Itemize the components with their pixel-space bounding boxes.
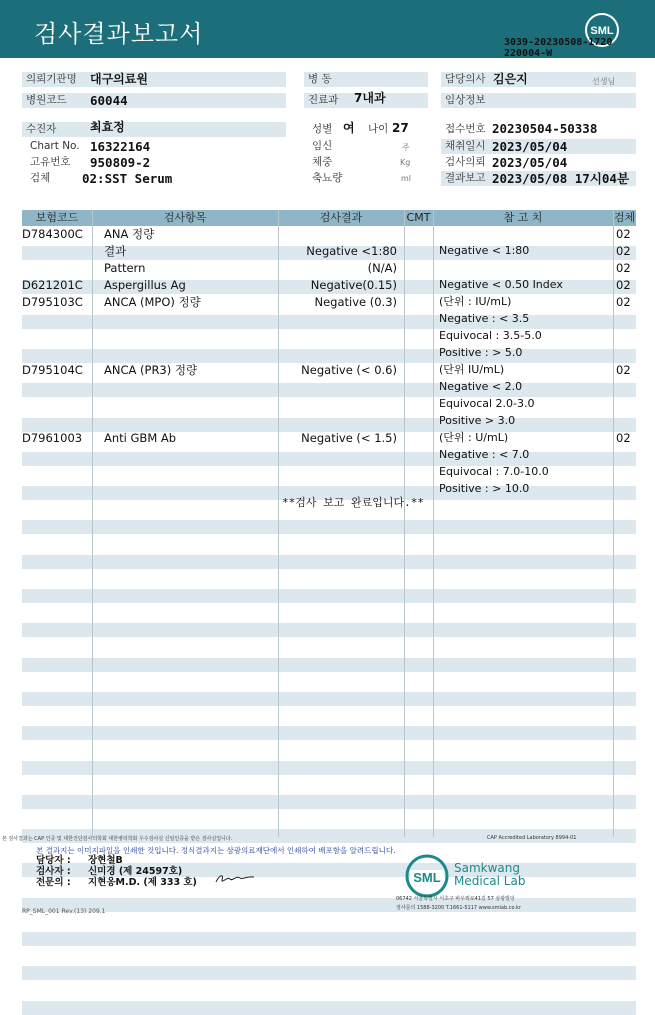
lab-name: [454, 862, 525, 888]
reference-value: Equivocal : 7.0-10.0: [439, 465, 549, 478]
column-divider: [278, 210, 279, 837]
row-band: [22, 658, 636, 672]
insurance-code: D795104C: [22, 363, 83, 377]
id-label: 고유번호: [30, 156, 71, 168]
column-divider: [92, 210, 93, 837]
chart-value: 16322164: [90, 139, 151, 154]
reference-value: Positive : > 10.0: [439, 482, 530, 495]
print-notice: 본 결과지는 이미지파일을 인쇄한 것입니다. 정식결과지는 삼광의료재단에서 인쇄하여 배포함을 알려드립니다.: [36, 846, 396, 855]
reference-value: Positive > 3.0: [439, 414, 516, 427]
urine-label: 축뇨량: [312, 172, 343, 184]
col-header-cmt: CMT: [406, 211, 431, 224]
urine-unit: ml: [401, 174, 412, 183]
preg-label: 임신: [312, 140, 333, 152]
sig-value: 지현옹M.D. (제 333 호): [88, 877, 197, 888]
request-value: 2023/05/04: [492, 155, 568, 170]
sml-logo-text: SML: [590, 25, 614, 37]
complete-note: **검사 보고 완료입니다.**: [282, 496, 424, 509]
reference-value: Positive : > 5.0: [439, 346, 523, 359]
row-band: [22, 555, 636, 569]
reference-value: Negative < 1:80: [439, 244, 530, 257]
sex-value: 여: [343, 121, 355, 135]
test-item: 결과: [104, 244, 127, 258]
row-band: [22, 692, 636, 706]
test-item: Aspergillus Ag: [104, 278, 186, 292]
row-band: [22, 589, 636, 603]
sml-footer-logo-text: SML: [413, 870, 441, 885]
column-divider: [433, 210, 434, 837]
report-number-line2: 220004-W: [504, 48, 553, 59]
signature-icon: [214, 870, 258, 886]
reference-value: Negative : < 3.5: [439, 312, 530, 325]
row-band: [22, 898, 636, 912]
clinical-label: 임상정보: [441, 93, 636, 108]
request-label: 검사의뢰: [445, 156, 486, 168]
lab-phone: 검사문의 1588-3200 T.1661-5117 www.smlab.co.kr: [396, 905, 521, 911]
sig-row: [36, 866, 197, 877]
reference-value: Equivocal : 3.5-5.0: [439, 329, 542, 342]
specimen-value: 02:SST Serum: [82, 171, 173, 186]
report-label: 결과보고: [441, 171, 636, 186]
test-item: ANCA (PR3) 정량: [104, 363, 198, 377]
id-value: 950809-2: [90, 155, 151, 170]
weight-unit: Kg: [400, 158, 411, 167]
reference-value: Negative < 0.50 Index: [439, 278, 563, 291]
test-result: Negative <1:80: [306, 244, 397, 258]
specimen-code: 02: [616, 244, 631, 258]
doctor-suffix: 선생님: [592, 77, 616, 86]
row-band: [22, 932, 636, 946]
reference-value: (단위 IU/mL): [439, 363, 505, 376]
report-value: 2023/05/08 17시04분: [492, 171, 630, 186]
sig-row: [36, 877, 197, 888]
insurance-code: D795103C: [22, 295, 83, 309]
ward-label: 병 동: [304, 72, 428, 87]
column-divider: [613, 210, 614, 837]
reference-value: Negative < 2.0: [439, 380, 523, 393]
row-band: [22, 795, 636, 809]
specimen-code: 02: [616, 363, 631, 377]
reference-value: (단위 : U/mL): [439, 431, 509, 444]
test-result: Negative(0.15): [310, 278, 397, 292]
lab-name-line1: Samkwang: [454, 861, 520, 875]
row-band: [22, 623, 636, 637]
test-result: Negative (< 0.6): [301, 363, 397, 377]
row-band: [22, 761, 636, 775]
row-band: [22, 1001, 636, 1015]
report-number-line1: 3039-20230508-1720: [504, 37, 613, 48]
age-label: 나이: [368, 123, 389, 135]
patient-label: 수진자: [22, 122, 286, 137]
report-title: 검사결과보고서: [34, 20, 204, 48]
institution-label: 의뢰기관명: [22, 72, 286, 87]
age-value: 27: [392, 121, 409, 135]
column-divider: [404, 210, 405, 837]
report-number: [504, 37, 612, 59]
doctor-label: 담당의사: [441, 72, 636, 87]
row-band: [22, 726, 636, 740]
collect-label: 채취일시: [441, 139, 636, 154]
insurance-code: D784300C: [22, 227, 83, 241]
sig-label: 검사자 :: [36, 866, 71, 877]
row-band: [22, 383, 636, 397]
form-number: RP_SML_001 Rev.(13) 209.1: [22, 908, 106, 915]
sig-row: [36, 855, 197, 866]
preg-unit: 주: [402, 143, 410, 152]
test-result: Negative (< 1.5): [301, 431, 397, 445]
row-band: [22, 315, 636, 329]
col-header-code: 보험코드: [35, 211, 79, 224]
sig-value: 장현철B: [88, 855, 123, 866]
sig-label: 전문의 :: [36, 877, 71, 888]
institution-value: 대구의료원: [90, 72, 148, 86]
reference-value: (단위 : IU/mL): [439, 295, 512, 308]
specimen-code: 02: [616, 295, 631, 309]
doctor-value: 김은지: [493, 72, 528, 86]
insurance-code: D7961003: [22, 431, 83, 445]
test-item: Anti GBM Ab: [104, 431, 177, 445]
specimen-code: 02: [616, 278, 631, 292]
patient-value: 최효정: [90, 120, 125, 134]
specimen-code: 02: [616, 431, 631, 445]
specimen-label: 검체: [30, 172, 51, 184]
dept-label: 진료과: [304, 93, 428, 108]
lab-name-line2: Medical Lab: [454, 874, 526, 888]
weight-label: 체중: [312, 156, 333, 168]
sig-label: 담당자 :: [36, 855, 71, 866]
cap-notice: 본 검사결과는 CAP 인증 및 대한진단검사의학회 대한병리학회 우수검사실 신임인증을 받은 검사실입니다.: [2, 836, 233, 842]
col-header-result: 검사결과: [319, 211, 363, 224]
collect-value: 2023/05/04: [492, 139, 568, 154]
col-header-item: 검사항목: [163, 211, 207, 224]
row-band: [22, 520, 636, 534]
col-header-specimen: 검체: [613, 211, 636, 224]
test-result: Negative (0.3): [314, 295, 397, 309]
sig-value: 신미경 (제 24597호): [88, 866, 183, 877]
receipt-label: 접수번호: [445, 123, 486, 135]
lab-address: 06742 서울특별시 서초구 바우뫼로41길 57 삼광빌딩: [396, 896, 515, 902]
sml-footer-logo-icon: [404, 853, 450, 899]
reference-value: Equivocal 2.0-3.0: [439, 397, 535, 410]
col-header-ref: 참 고 치: [503, 211, 543, 224]
row-band: [22, 966, 636, 980]
hospital-code-value: 60044: [90, 93, 128, 108]
cap-accreditation: CAP Accredited Laboratory 8994-01: [487, 835, 577, 841]
receipt-value: 20230504-50338: [492, 121, 598, 136]
specimen-code: 02: [616, 227, 631, 241]
reference-value: Negative : < 7.0: [439, 448, 530, 461]
row-band: [22, 349, 636, 363]
insurance-code: D621201C: [22, 278, 83, 292]
sex-label: 성별: [312, 123, 333, 135]
test-item: ANCA (MPO) 정량: [104, 295, 201, 309]
test-result: (N/A): [367, 261, 397, 275]
specimen-code: 02: [616, 261, 631, 275]
test-item: Pattern: [104, 261, 146, 275]
dept-value: 7내과: [354, 91, 386, 105]
signature-block: [36, 855, 197, 888]
hospital-code-label: 병원코드: [22, 93, 286, 108]
chart-label: Chart No.: [30, 140, 80, 152]
test-item: ANA 정량: [104, 227, 155, 241]
